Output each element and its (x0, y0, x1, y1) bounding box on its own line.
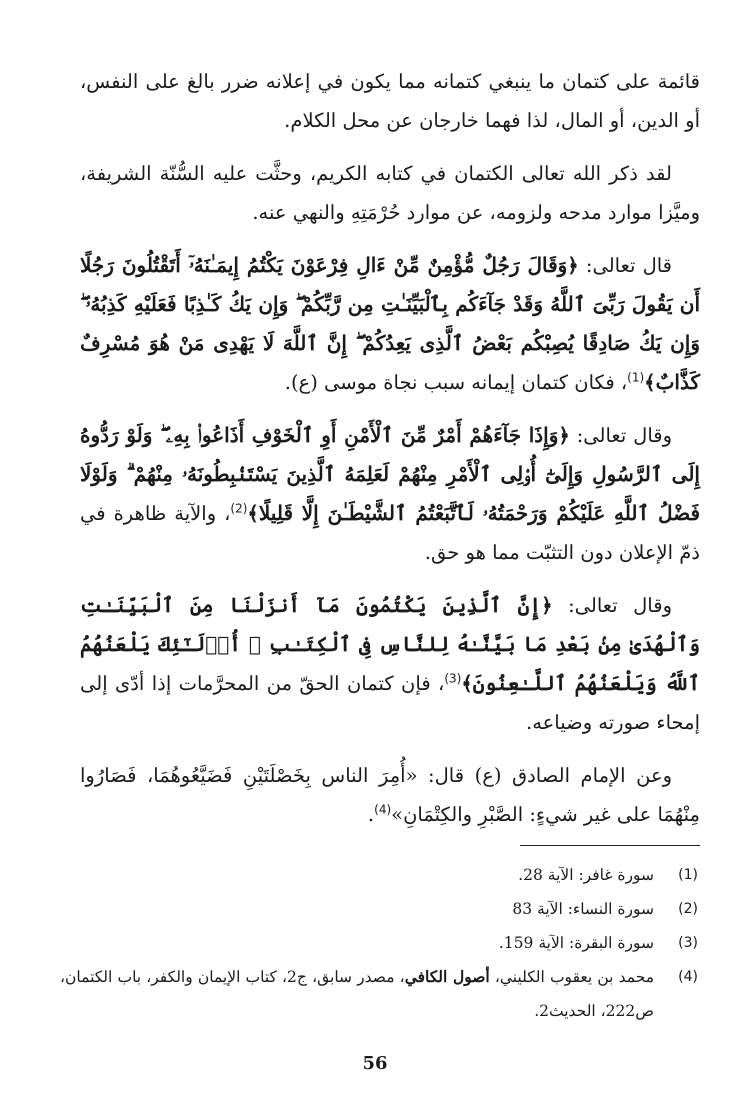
paragraph-3-intro: قال تعالى: (578, 254, 672, 277)
paragraph-4 (80, 416, 700, 572)
footnote-number: (1) (678, 867, 698, 883)
footnote-item (60, 926, 698, 960)
footnote-item (60, 960, 698, 1028)
verse-close-bracket: ﴾ (461, 672, 473, 695)
book-title: أصول الكافي (404, 967, 490, 986)
paragraph-6-text: وعن الإمام الصادق (ع) قال: «أُمِرَ الناس بِخَصْلَتَيْنِ فَضَيَّعُوهُمَا، فَصَارُوا مِنْهُمَا على غير شيءٍ: الصَّبْرِ والكِتْمَانِ» (80, 764, 700, 826)
footnote-text: سورة البقرة: الآية 159. (498, 934, 654, 952)
quran-verse-3: إِنَّ ٱلَّذِينَ يَكْتُمُونَ مَآ أَنزَلْنَا مِنَ ٱلْبَيِّنَـٰتِ وَٱلْهُدَىٰ مِنۢ بَعْدِ مَا بَيَّنَّـٰهُ لِلنَّاسِ فِى ٱلْكِتَـٰبِ ۙ أُو۟لَـٰٓئِكَ يَلْعَنُهُمُ ٱللَّهُ وَيَلْعَنُهُمُ ٱللَّـٰعِنُونَ (80, 593, 700, 695)
footnote-divider (520, 845, 700, 846)
footnote-number: (3) (678, 935, 698, 951)
paragraph-1-text: قائمة على كتمان ما ينبغي كتمانه مما يكون في إعلانه ضرر بالغ على النفس، أو الدين، أو المال، لذا فهما خارجان عن محل الكلام. (80, 70, 700, 132)
footnote-text-post: ، مصدر سابق، ج2، كتاب الإيمان والكفر، باب الكتمان، ص222، الحديث2. (60, 968, 654, 1020)
verse-close-bracket: ﴾ (644, 371, 656, 394)
footnote-ref-2[interactable]: (2) (230, 501, 248, 516)
main-text (80, 62, 700, 848)
paragraph-6 (80, 756, 700, 834)
paragraph-6-end: . (367, 803, 375, 826)
paragraph-3-tail: ، فكان كتمان إيمانه سبب نجاة موسى (ع). (284, 371, 628, 394)
verse-open-bracket: ﴿ (567, 254, 579, 277)
paragraph-4-tail: ، والآية ظاهرة في ذمّ الإعلان دون التثبّت مما هو حق. (80, 502, 700, 564)
paragraph-2-text: لقد ذكر الله تعالى الكتمان في كتابه الكريم، وحثَّت عليه السُّنّة الشريفة، وميَّزا موارد مدحه ولزومه، عن موارد حُرْمَتِهِ والنهي عنه. (80, 162, 700, 224)
paragraph-5-intro: وقال تعالى: (552, 594, 672, 617)
paragraph-1 (80, 62, 700, 140)
footnote-item (60, 858, 698, 892)
footnote-text: سورة غافر: الآية 28. (518, 866, 654, 884)
verse-open-bracket: ﴿ (558, 424, 570, 447)
paragraph-4-intro: وقال تعالى: (569, 424, 672, 447)
footnotes (60, 858, 698, 1028)
footnote-text-pre: محمد بن يعقوب الكليني، (489, 968, 655, 986)
page-number: 56 (362, 1053, 388, 1074)
footnote-number: (2) (678, 901, 698, 917)
paragraph-5 (80, 586, 700, 742)
footnote-text: سورة النساء: الآية 83 (512, 900, 654, 918)
footnote-ref-4[interactable]: (4) (374, 802, 392, 817)
footnote-ref-1[interactable]: (1) (627, 370, 645, 385)
paragraph-3 (80, 246, 700, 402)
verse-close-bracket: ﴾ (247, 502, 259, 525)
paragraph-5-tail: ، فإن كتمان الحقّ من المحرَّمات إذا أدّى إلى إمحاء صورته وضياعه. (80, 672, 700, 734)
footnote-ref-3[interactable]: (3) (444, 671, 462, 686)
footnote-text (60, 960, 654, 1028)
footnote-item (60, 892, 698, 926)
quran-verse-1: وَقَالَ رَجُلٌ مُّؤْمِنٌ مِّنْ ءَالِ فِرْعَوْنَ يَكْتُمُ إِيمَـٰنَهُۥٓ أَتَقْتُلُونَ رَجُلًا أَن يَقُولَ رَبِّىَ ٱللَّهُ وَقَدْ جَآءَكُم بِٱلْبَيِّنَـٰتِ مِن رَّبِّكُمْ ۖ وَإِن يَكُ كَـٰذِبًا فَعَلَيْهِ كَذِبُهُۥ ۖ وَإِن يَكُ صَادِقًا يُصِبْكُم بَعْضُ ٱلَّذِى يَعِدُكُمْ ۖ إِنَّ ٱللَّهَ لَا يَهْدِى مَنْ هُوَ مُسْرِفٌ كَذَّابٌ (80, 253, 700, 394)
quran-verse-2: وَإِذَا جَآءَهُمْ أَمْرٌ مِّنَ ٱلْأَمْنِ أَوِ ٱلْخَوْفِ أَذَاعُوا۟ بِهِۦ ۖ وَلَوْ رَدُّوهُ إِلَى ٱلرَّسُولِ وَإِلَىٰٓ أُو۟لِى ٱلْأَمْرِ مِنْهُمْ لَعَلِمَهُ ٱلَّذِينَ يَسْتَنۢبِطُونَهُۥ مِنْهُمْ ۗ وَلَوْلَا فَضْلُ ٱللَّهِ عَلَيْكُمْ وَرَحْمَتُهُۥ لَٱتَّبَعْتُمُ ٱلشَّيْطَـٰنَ إِلَّا قَلِيلًا (80, 423, 700, 525)
verse-open-bracket: ﴿ (541, 594, 553, 617)
paragraph-2 (80, 154, 700, 232)
footnote-number: (4) (678, 969, 698, 985)
